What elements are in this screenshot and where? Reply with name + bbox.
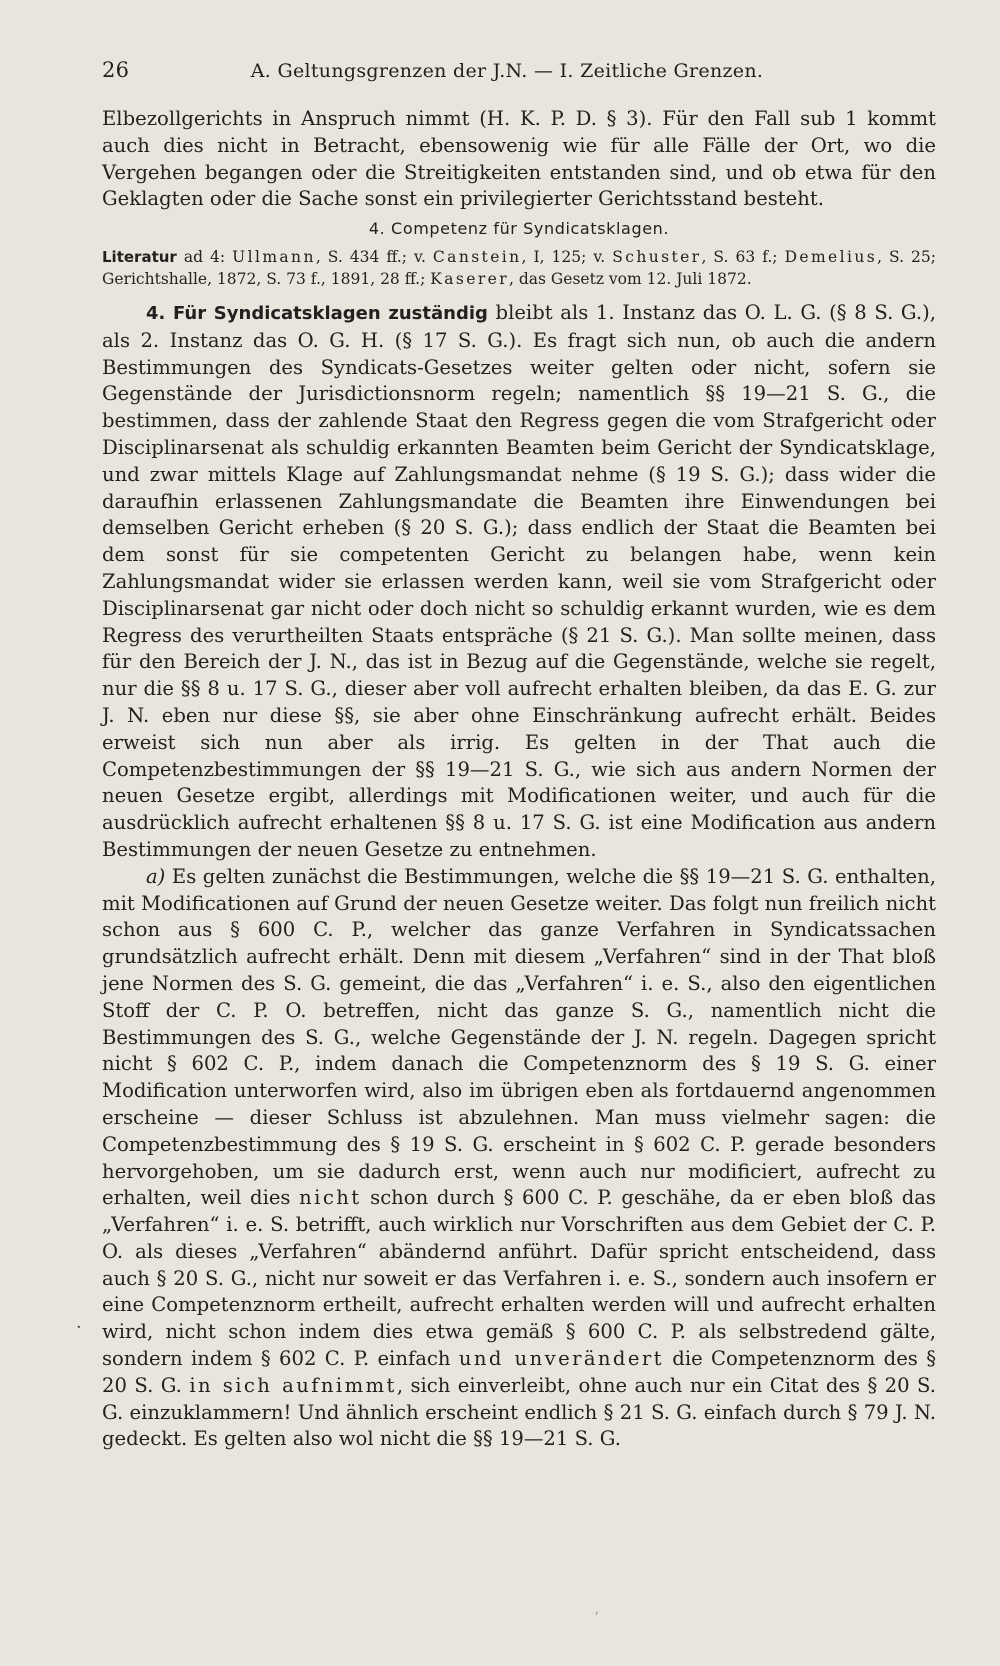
- running-header: [102, 58, 936, 98]
- paragraph-marker: a): [146, 864, 166, 888]
- paragraph-a: [102, 864, 936, 1454]
- paragraph-text: Es gelten zunächst die Bestimmungen, welche die §§ 19—21 S. G. enthalten, mit Modificationen auf Grund der neuen Gesetze weiter. Das folgt nun freilich nicht schon aus § 600 C. P., welcher das ganze Verfahren in Syndicatssachen grundsätzlich aufrecht erhält. Denn mit diesem „Verfahren“ sind in der That bloß jene Normen des S. G. gemeint, die das „Verfahren“ i. e. S., also den eigentlichen Stoff der C. P. O. betreffen, nicht das ganze S. G., namentlich nicht die Bestimmungen des S. G., welche Gegenstände der J. N. regeln. Dagegen spricht nicht § 602 C. P., indem danach die Competenznorm des § 19 S. G. einer Modification unterworfen wird, also im übrigen eben als fortdauernd angenommen erscheine — dieser Schluss ist abzulehnen. Man muss vielmehr sagen: die Competenzbestimmung des § 19 S. G. erscheint in § 602 C. P. gerade besonders hervorgehoben, um sie dadurch erst, wenn auch nur modificiert, aufrecht zu erhalten, weil dies: [102, 864, 936, 1210]
- author-name: Demelius: [784, 248, 878, 267]
- literature-note: [102, 247, 936, 290]
- margin-mark: ·: [76, 1317, 82, 1338]
- emphasis-text: und unverändert: [458, 1347, 664, 1371]
- paragraph-text: die Competenznorm des § 20 S. G.: [102, 1347, 936, 1397]
- intro-paragraph: Elbezollgerichts in Anspruch nimmt (H. K. P. D. § 3). Für den Fall sub 1 kommt auch dies nicht in Betracht, ebensowenig wie für alle Fälle der Ort, wo die Vergehen begangen oder die Streitigkeiten entstanden sind, und ob etwa für den Geklagten oder die Sache sonst ein privilegierter Gerichtsstand besteht.: [102, 107, 936, 211]
- literature-label: Literatur: [102, 248, 177, 267]
- literature-intro: ad 4:: [176, 248, 233, 267]
- section-heading: 4. Competenz für Syndicatsklagen.: [368, 219, 670, 239]
- citation-text: , S. 63 f.;: [701, 248, 785, 267]
- paragraph-lead: 4. Für Syndicatsklagen zuständig: [146, 303, 488, 324]
- citation-text: , S. 25; Gerichtshalle, 1872, S. 73 f., 1891, 28 ff.;: [102, 248, 937, 288]
- paragraph-text: bleibt als 1. Instanz das O. L. G. (§ 8 S. G.), als 2. Instanz das O. G. H. (§ 17 S. G.). Es fragt sich nun, ob auch die andern Bestimmungen des Syndicats-Gesetzes weiter gelten oder nicht, sofern sie Gegenstände der Jurisdictionsnorm regeln; namentlich §§ 19—21 S. G., die bestimmen, dass der zahlende Staat den Regress gegen die vom Strafgericht oder Disciplinarsenat als schuldig erkannten Beamten beim Gericht der Syndicatsklage, und zwar mittels Klage auf Zahlungsmandat nehme (§ 19 S. G.); dass wider die daraufhin erlassenen Zahlungsmandate die Beamten ihre Einwendungen bei demselben Gericht erheben (§ 20 S. G.); dass endlich der Staat die Beamten bei dem sonst für sie competenten Gericht zu belangen habe, wenn kein Zahlungsmandat wider sie erlassen werden kann, weil sie vom Strafgericht oder Disciplinarsenat gar nicht oder doch nicht so schuldig erkannt wurden, wie es dem Regress des verurtheilten Staats entspräche (§ 21 S. G.). Man sollte meinen, dass für den Bereich der J. N., das ist in Bezug auf die Gegenstände, welche sie regelt, nur die §§ 8 u. 17 S. G., dieser aber voll aufrecht erhalten bleiben, da das E. G. zur J. N. eben nur diese §§, sie aber ohne Einschränkung aufrecht erhält. Beides erweist sich nun aber als irrig. Es gelten in der That auch die Competenzbestimmungen der §§ 19—21 S. G., wie sich aus andern Normen der neuen Gesetze ergibt, allerdings mit Modificationen weiter, und auch für die ausdrücklich aufrecht erhaltenen §§ 8 u. 17 S. G. ist eine Modification aus andern Bestimmungen der neuen Gesetze zu entnehmen.: [102, 301, 936, 861]
- author-name: Schuster: [612, 248, 702, 267]
- paragraph-text: , sich einverleibt, ohne auch nur ein Citat des § 20 S. G. einzuklammern! Und ähnlich erscheint endlich § 21 S. G. einfach durch § 79 J. N. gedeckt. Es gelten also wol nicht die §§ 19—21 S. G.: [102, 1373, 936, 1451]
- citation-text: , I, 125; v.: [521, 248, 613, 267]
- main-paragraph: [102, 300, 936, 864]
- ink-mark: ʼ: [594, 1610, 599, 1626]
- author-name: Kaserer: [430, 269, 510, 288]
- running-title: A. Geltungsgrenzen der J.N. — I. Zeitliche Grenzen.: [250, 60, 764, 82]
- page-number: 26: [102, 58, 130, 82]
- author-name: Canstein: [432, 248, 522, 267]
- emphasis-text: in sich aufnimmt: [189, 1373, 397, 1397]
- author-name: Ullmann: [232, 248, 316, 267]
- citation-text: , das Gesetz vom 12. Juli 1872.: [509, 269, 752, 288]
- paragraph-text: schon durch § 600 C. P. geschähe, da er eben bloß das „Verfahren“ i. e. S. betrifft, auch wirklich nur Vorschriften aus dem Gebiet der C. P. O. als dieses „Verfahren“ abändernd anführt. Dafür spricht entscheidend, dass auch § 20 S. G., nicht nur soweit er das Verfahren i. e. S., sondern auch insofern er eine Competenznorm ertheilt, aufrecht erhalten werden will und aufrecht erhalten wird, nicht schon indem dies etwa gemäß § 600 C. P. als selbstredend gälte, sondern indem § 602 C. P. einfach: [102, 1186, 936, 1371]
- citation-text: , S. 434 ff.; v.: [315, 248, 433, 267]
- emphasis-text: nicht: [299, 1186, 362, 1210]
